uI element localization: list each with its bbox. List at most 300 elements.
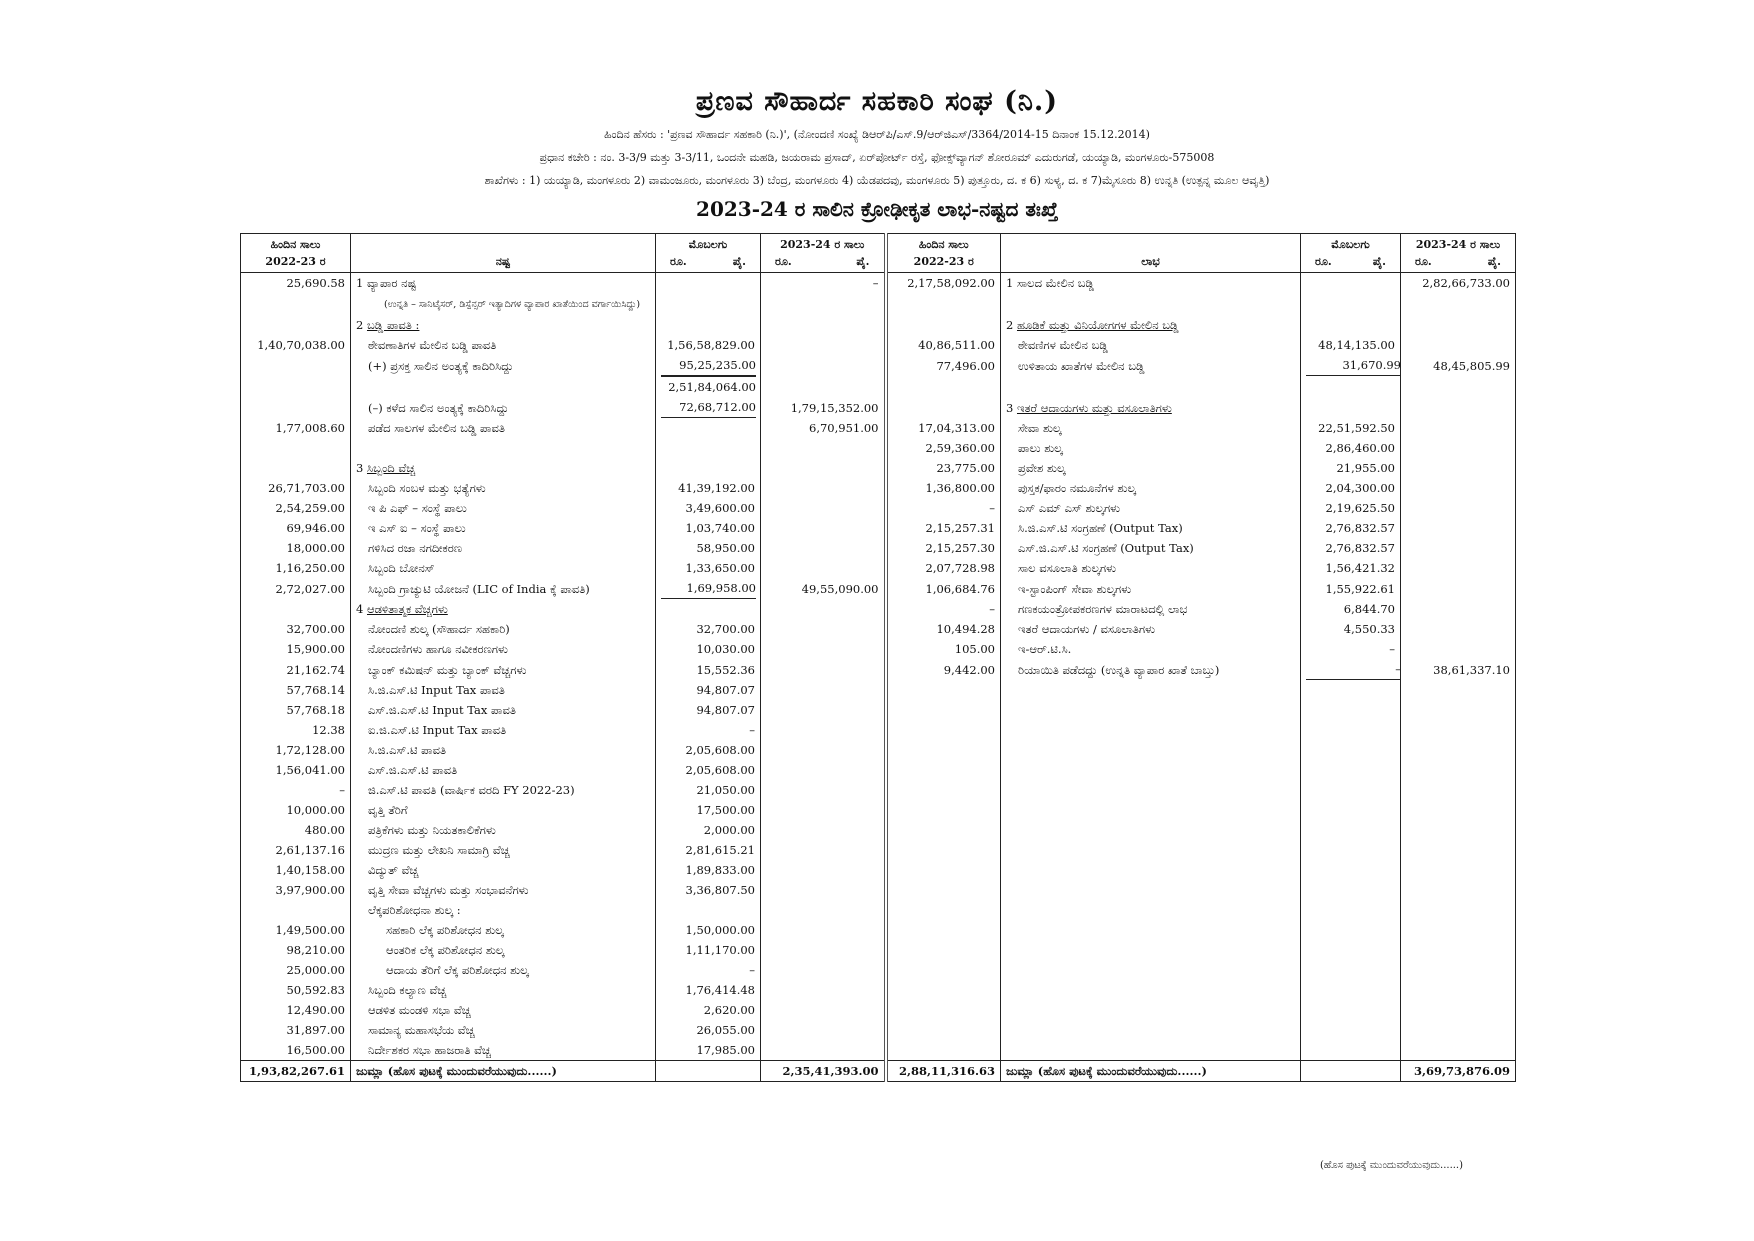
prev-year-profit xyxy=(886,740,1001,760)
profit-amount-text: 31,670.99 xyxy=(1306,355,1401,376)
loss-description-text: ಆಂತರಿಕ ಲೆಕ್ಕ ಪರಿಶೋಧನ ಶುಲ್ಕ xyxy=(386,943,505,957)
current-year-profit xyxy=(1401,578,1516,599)
loss-amount xyxy=(656,940,761,960)
prev-year-loss-text: 1,77,008.60 xyxy=(275,421,345,435)
profit-amount-text: 2,76,832.57 xyxy=(1325,521,1395,535)
loss-description-text: ಸಾಮಾನ್ಯ ಮಹಾಸಭೆಯ ವೆಚ್ಚ xyxy=(368,1023,475,1037)
current-year-profit xyxy=(1401,478,1516,498)
prev-year-loss xyxy=(241,740,351,760)
profit-amount xyxy=(1301,619,1401,639)
profit-amount-text: 1,55,922.61 xyxy=(1325,582,1395,596)
branches-line: ಶಾಖೆಗಳು : 1) ಯಯ್ಯಾಡಿ, ಮಂಗಳೂರು 2) ವಾಮಂಜೂರು, ಮಂಗಳೂರು 3) ಬೆಂದ್ರ, ಮಂಗಳೂರು 4) ಯೆಡಪದವು, ಮಂಗಳೂರು 5) ಪುತ್ತೂರು, ದ. ಕ 6) ಸುಳ್ಯ, ದ. ಕ 7)ಮೈಸೂರು 8) ಉನ್ನತಿ (ಉತ್ಪನ್ನ ಮೂಲ ಆವೃತ್ತಿ) xyxy=(484,174,1270,187)
loss-description-text: 3 ಸಿಬ್ಬಂದಿ ವೆಚ್ಚ xyxy=(356,461,416,475)
prev-year-loss-text: 98,210.00 xyxy=(286,943,345,957)
table-row xyxy=(241,780,1516,800)
profit-amount xyxy=(1301,498,1401,518)
loss-amount xyxy=(656,980,761,1000)
current-year-loss xyxy=(761,599,886,619)
loss-amount-text: 3,36,807.50 xyxy=(685,883,755,897)
current-year-profit xyxy=(1401,960,1516,980)
loss-amount xyxy=(656,700,761,720)
loss-description xyxy=(351,355,656,376)
profit-amount xyxy=(1301,680,1401,700)
prev-year-profit xyxy=(886,558,1001,578)
loss-amount xyxy=(656,578,761,599)
loss-description-text: ವೃತ್ತಿ ತೆರಿಗೆ xyxy=(368,803,408,817)
prev-year-loss xyxy=(241,418,351,438)
prev-year-profit-text: 2,15,257.30 xyxy=(925,541,995,555)
profit-amount xyxy=(1301,860,1401,880)
current-year-loss xyxy=(761,273,886,294)
table-row xyxy=(241,458,1516,478)
loss-description-text: ಸಹಕಾರಿ ಲೆಕ್ಕ ಪರಿಶೋಧನ ಶುಲ್ಕ xyxy=(386,923,504,937)
table-row xyxy=(241,680,1516,700)
prev-year-loss-text: 18,000.00 xyxy=(286,541,345,555)
prev-year-loss xyxy=(241,273,351,294)
prev-year-loss xyxy=(241,376,351,397)
prev-year-profit-text: 40,86,511.00 xyxy=(918,338,995,352)
profit-description xyxy=(1001,1020,1301,1040)
loss-description xyxy=(351,273,656,294)
prev-year-profit xyxy=(886,538,1001,558)
prev-year-loss-text: 31,897.00 xyxy=(286,1023,345,1037)
loss-description-text: ಆದಾಯ ತೆರಿಗೆ ಲೆಕ್ಕ ಪರಿಶೋಧನ ಶುಲ್ಕ xyxy=(386,963,529,977)
loss-amount-text: 17,985.00 xyxy=(696,1043,755,1057)
prev-year-loss xyxy=(241,780,351,800)
profit-description xyxy=(1001,840,1301,860)
loss-description xyxy=(351,720,656,740)
prev-year-loss-text: 3,97,900.00 xyxy=(275,883,345,897)
table-row xyxy=(241,293,1516,315)
prev-year-loss-text: 57,768.18 xyxy=(286,703,345,717)
section-heading: ಬಡ್ಡಿ ಪಾವತಿ : xyxy=(366,318,420,332)
profit-amount xyxy=(1301,740,1401,760)
prev-year-profit-text: 9,442.00 xyxy=(943,663,995,677)
profit-amount xyxy=(1301,538,1401,558)
loss-amount-text: 1,11,170.00 xyxy=(685,943,755,957)
current-year-profit xyxy=(1401,376,1516,397)
profit-amount xyxy=(1301,880,1401,900)
prev-year-loss xyxy=(241,578,351,599)
header-current-year-profit: 2023-24 ರ ಸಾಲು ರೂ. ಪೈ. xyxy=(1401,234,1516,273)
profit-amount xyxy=(1301,700,1401,720)
loss-description-text: ಗಳಿಸಿದ ರಜಾ ನಗದೀಕರಣ xyxy=(368,541,462,555)
prev-year-loss xyxy=(241,700,351,720)
profit-amount xyxy=(1301,820,1401,840)
current-year-loss xyxy=(761,1020,886,1040)
loss-description-text: ಇ ಎಸ್ ಐ – ಸಂಸ್ಥೆ ಪಾಲು xyxy=(368,521,466,535)
current-year-loss xyxy=(761,498,886,518)
prev-year-profit-text: 2,17,58,092.00 xyxy=(907,276,995,290)
current-year-profit xyxy=(1401,740,1516,760)
prev-year-profit-text: 77,496.00 xyxy=(936,359,995,373)
loss-amount-text: 72,68,712.00 xyxy=(661,397,756,418)
profit-description-text: ಇ-ಆರ್.ಟಿ.ಸಿ. xyxy=(1018,642,1072,656)
loss-amount xyxy=(656,659,761,680)
prev-year-loss xyxy=(241,1040,351,1061)
loss-amount xyxy=(656,418,761,438)
prev-year-loss xyxy=(241,1000,351,1020)
prev-year-profit xyxy=(886,1040,1001,1061)
current-year-loss xyxy=(761,700,886,720)
loss-description xyxy=(351,418,656,438)
prev-year-profit xyxy=(886,376,1001,397)
profit-description xyxy=(1001,820,1301,840)
prev-year-profit-text: 23,775.00 xyxy=(936,461,995,475)
prev-year-profit xyxy=(886,860,1001,880)
current-year-loss xyxy=(761,619,886,639)
totals-row xyxy=(241,1061,1516,1082)
current-year-profit xyxy=(1401,900,1516,920)
profit-description xyxy=(1001,376,1301,397)
prev-year-loss xyxy=(241,820,351,840)
current-year-loss xyxy=(761,720,886,740)
profit-amount xyxy=(1301,780,1401,800)
prev-year-loss-text: 12.38 xyxy=(312,723,345,737)
profit-amount xyxy=(1301,1020,1401,1040)
loss-description-text: ಸಿಬ್ಬಂದಿ ಗ್ರಾಚ್ಯುಟಿ ಯೋಜನೆ (LIC of India ಕ್ಕೆ ಪಾವತಿ) xyxy=(368,582,590,596)
loss-amount-text: 17,500.00 xyxy=(696,803,755,817)
loss-description-text: ಬ್ಯಾಂಕ್ ಕಮಿಷನ್ ಮತ್ತು ಬ್ಯಾಂಕ್ ವೆಚ್ಚಗಳು xyxy=(368,663,527,677)
prev-year-loss-text: 2,72,027.00 xyxy=(275,582,345,596)
loss-amount xyxy=(656,860,761,880)
loss-amount-text: 2,81,615.21 xyxy=(685,843,755,857)
current-year-loss xyxy=(761,418,886,438)
loss-description-text: ಜಿ.ಎಸ್.ಟಿ ಪಾವತಿ (ವಾರ್ಷಿಕ ವರದಿ FY 2022-23) xyxy=(368,783,575,797)
loss-description xyxy=(351,293,656,315)
profit-description xyxy=(1001,960,1301,980)
current-year-profit xyxy=(1401,518,1516,538)
current-year-profit xyxy=(1401,680,1516,700)
table-row xyxy=(241,376,1516,397)
table-row xyxy=(241,1020,1516,1040)
profit-description xyxy=(1001,458,1301,478)
current-year-profit xyxy=(1401,639,1516,659)
current-year-loss xyxy=(761,980,886,1000)
prev-year-profit xyxy=(886,880,1001,900)
profit-description-text: ಪ್ರವೇಶ ಶುಲ್ಕ xyxy=(1018,461,1066,475)
loss-description xyxy=(351,578,656,599)
organization-title: ಪ್ರಣವ ಸೌಹಾರ್ದ ಸಹಕಾರಿ ಸಂಘ (ನಿ.) xyxy=(695,86,1059,117)
loss-description-text: ಪತ್ರಿಕೆಗಳು ಮತ್ತು ನಿಯತಕಾಲಿಕೆಗಳು xyxy=(368,823,496,837)
current-year-profit xyxy=(1401,940,1516,960)
current-year-loss xyxy=(761,780,886,800)
current-year-profit xyxy=(1401,980,1516,1000)
profit-amount xyxy=(1301,478,1401,498)
table-row xyxy=(241,820,1516,840)
loss-description xyxy=(351,780,656,800)
head-office-address: ಪ್ರಧಾನ ಕಚೇರಿ : ನಂ. 3-3/9 ಮತ್ತು 3-3/11, ಒಂದನೇ ಮಹಡಿ, ಜಯರಾಮ ಪ್ರಸಾದ್, ಏರ್‌ಪೋರ್ಟ್ ರಸ್ತೆ, ಫೋಕ್ಸ್‌ವ್ಯಾಗನ್ ಶೋರೂಮ್ ಎದುರುಗಡೆ, ಯಯ್ಯಾಡಿ, ಮಂಗಳೂರು-575008 xyxy=(539,151,1215,164)
loss-amount-text: 10,030.00 xyxy=(696,642,755,656)
loss-description xyxy=(351,960,656,980)
loss-amount xyxy=(656,397,761,418)
loss-description-text: ವಿದ್ಯುತ್ ವೆಚ್ಚ xyxy=(368,863,419,877)
loss-amount xyxy=(656,376,761,397)
prev-year-loss xyxy=(241,619,351,639)
profit-description-text: ಠೇವಣಿಗಳ ಮೇಲಿನ ಬಡ್ಡಿ xyxy=(1018,338,1108,352)
profit-amount xyxy=(1301,840,1401,860)
loss-description-text: ಎಸ್.ಜಿ.ಎಸ್.ಟಿ ಪಾವತಿ xyxy=(368,763,458,777)
profit-description xyxy=(1001,578,1301,599)
prev-year-profit xyxy=(886,315,1001,335)
current-year-profit xyxy=(1401,438,1516,458)
loss-amount xyxy=(656,1000,761,1020)
prev-year-loss xyxy=(241,960,351,980)
profit-amount xyxy=(1301,458,1401,478)
current-year-profit xyxy=(1401,1040,1516,1061)
former-name-line: ಹಿಂದಿನ ಹೆಸರು : 'ಪ್ರಣವ ಸೌಹಾರ್ದ ಸಹಕಾರಿ (ನಿ.)', (ನೋಂದಣಿ ಸಂಖ್ಯೆ ಡಿಆರ್‌ಪಿ/ಎಸ್.9/ಆರ್‌ಜಿಎಸ್/3364/2014-15 ದಿನಾಂಕ 15.12.2014) xyxy=(604,128,1150,141)
current-year-profit xyxy=(1401,619,1516,639)
profit-amount xyxy=(1301,438,1401,458)
current-year-loss xyxy=(761,518,886,538)
table-row xyxy=(241,619,1516,639)
current-year-profit xyxy=(1401,1000,1516,1020)
loss-description-text: ಐ.ಜಿ.ಎಸ್.ಟಿ Input Tax ಪಾವತಿ xyxy=(368,723,507,737)
prev-year-loss-text: 26,71,703.00 xyxy=(268,481,345,495)
total-label-profit: ಜುಮ್ಲಾ (ಹೊಸ ಪುಟಕ್ಕೆ ಮುಂದುವರೆಯುವುದು......) xyxy=(1001,1061,1301,1082)
loss-amount-text: 58,950.00 xyxy=(696,541,755,555)
profit-amount xyxy=(1301,720,1401,740)
profit-amount-text: 22,51,592.50 xyxy=(1318,421,1395,435)
profit-amount xyxy=(1301,397,1401,418)
loss-amount xyxy=(656,960,761,980)
prev-year-loss xyxy=(241,438,351,458)
profit-amount xyxy=(1301,376,1401,397)
prev-year-profit-text: 1,36,800.00 xyxy=(925,481,995,495)
current-year-loss xyxy=(761,578,886,599)
profit-description-text: ಸಾಲ ವಸೂಲಾತಿ ಶುಲ್ಕಗಳು xyxy=(1018,561,1116,575)
loss-description xyxy=(351,800,656,820)
prev-year-loss xyxy=(241,558,351,578)
profit-amount xyxy=(1301,920,1401,940)
profit-description xyxy=(1001,1040,1301,1061)
loss-description xyxy=(351,940,656,960)
profit-description xyxy=(1001,780,1301,800)
section-heading: ಆಡಳಿತಾತ್ಮಕ ವೆಚ್ಚಗಳು xyxy=(366,602,448,616)
profit-description xyxy=(1001,940,1301,960)
loss-description xyxy=(351,397,656,418)
loss-amount xyxy=(656,619,761,639)
prev-year-profit xyxy=(886,940,1001,960)
loss-description xyxy=(351,880,656,900)
profit-description xyxy=(1001,680,1301,700)
header-loss: ನಷ್ಟ xyxy=(351,234,656,273)
loss-description xyxy=(351,900,656,920)
profit-description-text: ಎಸ್ ಎಮ್ ಎಸ್ ಶುಲ್ಕಗಳು xyxy=(1018,501,1121,515)
current-year-profit-text: 38,61,337.10 xyxy=(1433,663,1510,677)
current-year-profit xyxy=(1401,538,1516,558)
prev-year-profit-text: – xyxy=(989,501,995,515)
table-row xyxy=(241,840,1516,860)
prev-year-profit xyxy=(886,619,1001,639)
prev-year-loss xyxy=(241,458,351,478)
prev-year-loss xyxy=(241,498,351,518)
profit-description xyxy=(1001,438,1301,458)
prev-year-loss-text: 21,162.74 xyxy=(286,663,345,677)
profit-amount xyxy=(1301,960,1401,980)
current-year-loss-text: 49,55,090.00 xyxy=(801,582,879,596)
prev-year-loss-text: 15,900.00 xyxy=(286,642,345,656)
loss-description xyxy=(351,1000,656,1020)
current-year-loss xyxy=(761,760,886,780)
loss-description xyxy=(351,920,656,940)
prev-year-profit xyxy=(886,960,1001,980)
loss-description-text: ಪಡೆದ ಸಾಲಗಳ ಮೇಲಿನ ಬಡ್ಡಿ ಪಾವತಿ xyxy=(368,421,505,435)
table-row xyxy=(241,800,1516,820)
loss-description xyxy=(351,335,656,355)
loss-amount xyxy=(656,315,761,335)
prev-year-profit xyxy=(886,760,1001,780)
current-year-profit xyxy=(1401,800,1516,820)
profit-description xyxy=(1001,558,1301,578)
current-year-loss xyxy=(761,376,886,397)
loss-description xyxy=(351,619,656,639)
prev-year-loss xyxy=(241,1020,351,1040)
prev-year-profit xyxy=(886,900,1001,920)
profit-description-text: ಗಣಕಯಂತ್ರೋಪಕರಣಗಳ ಮಾರಾಟದಲ್ಲಿ ಲಾಭ xyxy=(1018,602,1188,616)
current-year-profit xyxy=(1401,760,1516,780)
current-year-loss xyxy=(761,740,886,760)
profit-amount xyxy=(1301,1040,1401,1061)
current-year-loss xyxy=(761,840,886,860)
loss-description xyxy=(351,315,656,335)
prev-year-loss xyxy=(241,478,351,498)
prev-year-profit xyxy=(886,578,1001,599)
table-header-row xyxy=(241,234,1516,273)
table-row xyxy=(241,498,1516,518)
prev-year-profit xyxy=(886,920,1001,940)
table-row xyxy=(241,478,1516,498)
profit-amount xyxy=(1301,578,1401,599)
loss-description-text: ಇ ಪಿ ಎಫ್ – ಸಂಸ್ಥೆ ಪಾಲು xyxy=(368,501,467,515)
current-year-profit xyxy=(1401,315,1516,335)
header-prev-year-loss: ಹಿಂದಿನ ಸಾಲು 2022-23 ರ xyxy=(241,234,351,273)
total-label-loss: ಜುಮ್ಲಾ (ಹೊಸ ಪುಟಕ್ಕೆ ಮುಂದುವರೆಯುವುದು......) xyxy=(351,1061,656,1082)
profit-amount xyxy=(1301,1000,1401,1020)
current-year-loss xyxy=(761,680,886,700)
total-current-year-profit: 3,69,73,876.09 xyxy=(1401,1061,1516,1082)
loss-amount xyxy=(656,458,761,478)
prev-year-loss xyxy=(241,980,351,1000)
table-row xyxy=(241,538,1516,558)
profit-description xyxy=(1001,397,1301,418)
prev-year-loss xyxy=(241,315,351,335)
prev-year-profit xyxy=(886,273,1001,294)
table-row xyxy=(241,720,1516,740)
current-year-loss xyxy=(761,438,886,458)
header-current-year-loss: 2023-24 ರ ಸಾಲು ರೂ. ಪೈ. xyxy=(761,234,886,273)
loss-amount-text: 1,76,414.48 xyxy=(685,983,755,997)
current-year-profit xyxy=(1401,335,1516,355)
prev-year-profit-text: – xyxy=(989,602,995,616)
loss-description-text: (+) ಪ್ರಸಕ್ತ ಸಾಲಿನ ಅಂತ್ಯಕ್ಕೆ ಕಾದಿರಿಸಿದ್ದು xyxy=(368,359,514,373)
prev-year-loss xyxy=(241,860,351,880)
loss-amount xyxy=(656,920,761,940)
loss-amount-text: 15,552.36 xyxy=(696,663,755,677)
profit-amount xyxy=(1301,273,1401,294)
current-year-loss xyxy=(761,800,886,820)
current-year-loss xyxy=(761,960,886,980)
profit-amount xyxy=(1301,900,1401,920)
profit-amount xyxy=(1301,639,1401,659)
profit-amount xyxy=(1301,659,1401,680)
current-year-loss xyxy=(761,538,886,558)
prev-year-profit xyxy=(886,980,1001,1000)
total-prev-year-loss: 1,93,82,267.61 xyxy=(241,1061,351,1082)
profit-amount xyxy=(1301,558,1401,578)
section-heading: ಇತರೆ ಆದಾಯಗಳು ಮತ್ತು ವಸೂಲಾತಿಗಳು xyxy=(1016,401,1172,415)
loss-description xyxy=(351,518,656,538)
prev-year-profit xyxy=(886,438,1001,458)
prev-year-loss-text: 1,40,158.00 xyxy=(275,863,345,877)
prev-year-loss xyxy=(241,335,351,355)
loss-amount-text: 32,700.00 xyxy=(696,622,755,636)
profit-amount xyxy=(1301,980,1401,1000)
current-year-profit xyxy=(1401,659,1516,680)
current-year-loss-text: 6,70,951.00 xyxy=(809,421,879,435)
table-row xyxy=(241,599,1516,619)
profit-description xyxy=(1001,659,1301,680)
profit-amount xyxy=(1301,355,1401,376)
profit-description xyxy=(1001,800,1301,820)
current-year-profit xyxy=(1401,458,1516,478)
current-year-loss xyxy=(761,920,886,940)
section-heading: ಸಿಬ್ಬಂದಿ ವೆಚ್ಚ xyxy=(366,461,416,475)
prev-year-profit-text: 17,04,313.00 xyxy=(918,421,995,435)
loss-amount xyxy=(656,438,761,458)
prev-year-profit xyxy=(886,659,1001,680)
prev-year-loss xyxy=(241,760,351,780)
loss-amount xyxy=(656,639,761,659)
total-current-year-loss: 2,35,41,393.00 xyxy=(761,1061,886,1082)
current-year-profit xyxy=(1401,920,1516,940)
table-row xyxy=(241,273,1516,294)
prev-year-profit xyxy=(886,780,1001,800)
prev-year-loss xyxy=(241,840,351,860)
profit-description-text: ಎಸ್.ಜಿ.ಎಸ್.ಟಿ ಸಂಗ್ರಹಣೆ (Output Tax) xyxy=(1018,541,1194,555)
loss-description-text: ಸಿ.ಜಿ.ಎಸ್.ಟಿ Input Tax ಪಾವತಿ xyxy=(368,683,505,697)
loss-amount-text: 1,50,000.00 xyxy=(685,923,755,937)
current-year-profit xyxy=(1401,700,1516,720)
table-row xyxy=(241,639,1516,659)
current-year-loss xyxy=(761,397,886,418)
loss-amount-text: – xyxy=(749,723,755,737)
prev-year-profit-text: 2,15,257.31 xyxy=(925,521,995,535)
loss-amount xyxy=(656,558,761,578)
profit-description xyxy=(1001,498,1301,518)
loss-amount xyxy=(656,538,761,558)
current-year-profit xyxy=(1401,293,1516,315)
prev-year-loss-text: 1,56,041.00 xyxy=(275,763,345,777)
prev-year-loss xyxy=(241,900,351,920)
profit-amount xyxy=(1301,315,1401,335)
profit-description xyxy=(1001,538,1301,558)
profit-description-text: ಸೇವಾ ಶುಲ್ಕ xyxy=(1018,421,1062,435)
table-row xyxy=(241,740,1516,760)
current-year-profit-text: 48,45,805.99 xyxy=(1433,359,1510,373)
prev-year-loss-text: 1,16,250.00 xyxy=(275,561,345,575)
profit-description xyxy=(1001,980,1301,1000)
current-year-profit xyxy=(1401,397,1516,418)
current-year-loss xyxy=(761,659,886,680)
loss-amount-text: 2,000.00 xyxy=(703,823,755,837)
prev-year-loss xyxy=(241,599,351,619)
prev-year-loss xyxy=(241,538,351,558)
current-year-loss xyxy=(761,293,886,315)
loss-description-text: 2 ಬಡ್ಡಿ ಪಾವತಿ : xyxy=(356,318,420,332)
current-year-profit xyxy=(1401,860,1516,880)
loss-amount-text: – xyxy=(749,963,755,977)
